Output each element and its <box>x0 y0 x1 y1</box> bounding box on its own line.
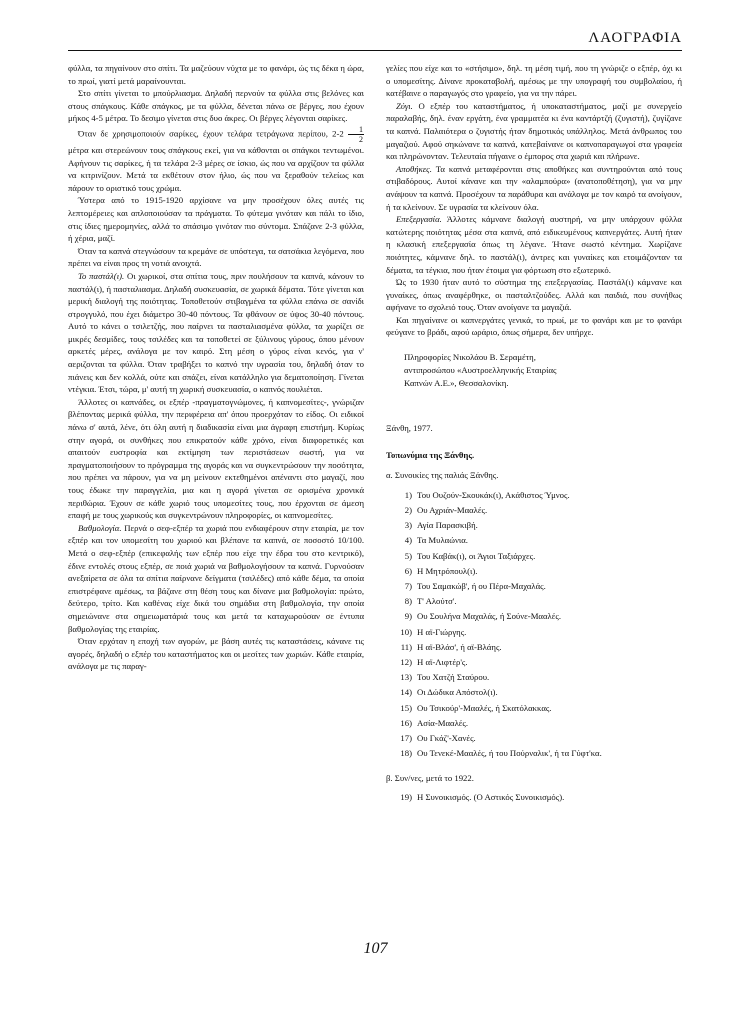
list-item <box>396 579 682 594</box>
text-span: Περνά ο σεφ-εξπέρ τα χωριά που ενδιαφέρουν στην εταιρία, με τον εξπέρ και τον υπομεσίτη του χωριού και βλέπανε τα καπνά, σε ποσοστό 10/100. Μετά ο σεφ-εξπέρ (επικεφαλής των εξπέρ που είχε την έδρα του στο κεντρικό), έδινε εντολές στους εξπέρ, σε ποιά χωριά να βαθμολογήσουν τα καπνά. Γυρνούσαν ανεξαίρετα σε όλα τα σπίτια παίρνανε δείγματα (τσιλέδες) από κάθε δέμα, τα οποία επιστρέφανε αμέσως, τα βάζανε στη θέση τους και δίνανε μια βαθμολογία: πρώτο, δεύτερο, τρίτο. Και καθένας είχε δικά του σημάδια στη βαθμολογία, την οποία σημειώνανε στα σημειωματάριά τους και μετά τα καταχωρούσαν σε έντυπα βαθμολογίας της εταιρίας. <box>68 522 364 634</box>
item-number: 19) <box>400 792 412 803</box>
item-text: Αγία Παρασκιβή. <box>417 520 478 531</box>
text-span: Άλλοτες κάμνανε διαλογή αυστηρή, να μην υπάρχουν φύλλα κατώτερης ποιότητας μέσα στα καπνά, από ειδικευμένους καπνεργάτες. Αυτή ήταν η κλασική επεξεργασία όπως τη λέγανε. Ήτανε σωστό κέντημα. Χωρίζανε ποιότητες, κάμνανε δηλ. το παστάλ(ι), άντρες και γυναίκες και ετοιμάζονταν τα δέματα, τα τέγκια, που ήταν έτοιμα για φόρτωση στο εξωτερικό. <box>386 214 682 275</box>
place-name-list-a <box>386 488 682 762</box>
item-text: Του Χατζή Σταύρου. <box>417 672 490 683</box>
item-text: Ου Γκάζ'-Χανές. <box>417 733 476 744</box>
item-text: Η αϊ-Γιώργης. <box>417 626 467 637</box>
item-number: 16) <box>400 717 412 728</box>
item-text: Του Καβάκ(ι), οι Άγιοι Ταξιάρχες. <box>417 550 536 561</box>
list-item <box>396 670 682 685</box>
list-item <box>396 518 682 533</box>
item-text: Του Σαμακώβ', ή ου Πέρα-Μαχαλάς. <box>417 581 546 592</box>
term: Βαθμολογία. <box>78 522 122 533</box>
paragraph: Όταν τα καπνά στεγνώσουν τα κρεμάνε σε υπόστεγα, τα σατσάκια λεγόμενα, που πρέπει να είναι προς τη νοτιά ανοιχτά. <box>68 245 364 269</box>
item-number: 17) <box>400 733 412 744</box>
item-text: Τα Μυλαώνια. <box>417 535 468 546</box>
item-number: 4) <box>404 535 412 546</box>
paragraph: Άλλοτες οι καπνάδες, οι εξπέρ -πραγματογνώμονες, ή καπνομεσίτες-, γνώριζαν βλέποντας μερικά φύλλα, την περιφέρεια απ' όπου προερχόταν το είδος. Οι ειδικοί πάνω σ' αυτά, λένε, ότι όλη αυτή η διαδικασία είναι μια άγραφη επιστήμη. Κυρίως στην αγορά, οι συνθήκες που επικρατούν κάθε χρόνο, είναι διαφορετικές και απαιτούν ευστροφία και εκτίμηση των περιστάσεων σωστή, για να πραγματοποιήσουν το πρόγραμμα της αγοράς και να συγκεντρώσουν την ποσότητα, που πρέπει να πάρουν, για να μη μείνουν εκτεθημένοι απέναντι στο μαγαζί, που τους έδωκε την παραγγελία, μια και η αγορά γίνεται σε ορισμένα χρονικά περιθώρια. Έχουν σε κάθε χωριό τους υπομεσίτες τους, που έρχονται σε άμεση επαφή με τους χωρικούς και συγκεντρώνουν πληροφορίες, οι καπνομεσίτες. <box>68 396 364 521</box>
list-item <box>396 640 682 655</box>
item-number: 9) <box>404 611 412 622</box>
paragraph: Και πηγαίνανε οι καπνεργάτες γενικά, το πρωί, με το φανάρι και με το φανάρι φεύγανε το βράδι, αφού ωράριο, όπως σήμερα, δεν υπήρχε. <box>386 314 682 338</box>
item-text: Ου Σουλήνα Μαχαλάς, ή Σούνε-Μααλές. <box>417 611 562 622</box>
paragraph: γελίες που είχε και το «στήσιμο», δηλ. τη μέση τιμή, που τη γνώριζε ο εξπέρ, όχι κι ο υπομεσίτης. Δίνανε προκαταβολή, αμέσως με την υπογραφή του συμβολαίου, ή κατέβαινε ο παραγωγός στο γραφείο, για να την πάρει. <box>386 63 682 99</box>
item-text: Η Μητρόπουλ(ι). <box>417 565 478 576</box>
term: Το παστάλ(ι). <box>78 270 125 281</box>
text-span: Ο εξπέρ του καταστήματος, ή υποκαταστήματος, μαζί με συνεργείο παραλαβής, δηλ. έναν εργάτη, ένα γραμματέα κι ένα καντάρτζή (ζυγιστή), ζυγίζανε τα καπνά. Παλαιότερα ο ζυγιστής ήταν δημοτικός υπάλληλος. Μετά άνθρωπος του μαγαζιού. Αφού σηκώνανε τα καπνά, κατεβαίνανε οι καπνοπαραγωγοί στα γραφεία και πληρώνονταν. Τελευταία πήγαινε ο έμπορος στα χωριά και πλήρωνε. <box>386 100 683 162</box>
paragraph <box>68 270 364 396</box>
item-number: 5) <box>404 550 412 561</box>
item-number: 2) <box>404 505 412 516</box>
place-name-list-b <box>386 790 682 805</box>
left-column <box>68 62 364 673</box>
list-item <box>396 701 682 716</box>
list-item <box>396 549 682 564</box>
text-span: Τα καπνά μεταφέρονται στις αποθήκες και συντηρούνται από τους στιβαδόρους. Αυτοί κάνανε και την «αλαμπούρα» (ανατοποθέτηση), για να μην ανάψουν τα καπνά. Προσέχουν τα παράθυρα και ανάλογα με τον καιρό τα ανοίγουν, ή τα κλείνουν. Σε υγρασία τα κλείνουν όλα. <box>386 163 683 212</box>
list-b-label: β. Συν/νες, μετά το 1922. <box>386 772 474 783</box>
item-text: Η αϊ-Λιφτέρ'ς. <box>417 657 468 668</box>
item-number: 14) <box>400 687 412 698</box>
item-number: 6) <box>404 565 412 576</box>
paragraph <box>386 100 682 163</box>
item-text: Οι Δώδικα Απόστολ(ι). <box>417 687 498 698</box>
item-number: 18) <box>400 748 412 759</box>
list-item <box>396 564 682 579</box>
item-text: Του Ουζούν-Σκουκάκ(ι), Ακάθιστος Ύμνος. <box>417 489 570 500</box>
attribution-line: αντιπροσώπου «Αυστροελληνικής Εταιρίας <box>404 365 557 376</box>
attribution-line: Καπνών Α.Ε.», Θεσσαλονίκη. <box>404 378 509 389</box>
item-text: Τ' Αλούτσ'. <box>417 596 457 607</box>
source-attribution <box>386 351 682 390</box>
item-number: 1) <box>404 489 412 500</box>
list-item <box>396 488 682 503</box>
list-item <box>396 731 682 746</box>
list-item <box>396 746 682 761</box>
paragraph-with-fraction <box>68 125 364 194</box>
list-item <box>396 594 682 609</box>
fraction-numerator: 1 <box>348 125 364 135</box>
item-number: 7) <box>404 581 412 592</box>
header-rule <box>68 50 682 51</box>
paragraph: Όταν ερχόταν η εποχή των αγορών, με βάση αυτές τις καταστάσεις, κάνανε τις αγορές, δηλαδή ο εξπέρ του καταστήματος και οι μεσίτες των χωριών. Κάθε εταιρία, ανάλογα με τις παραγ- <box>68 636 364 672</box>
term: Επεξεργασία. <box>396 214 442 225</box>
term: Αποθήκες. <box>396 163 432 174</box>
item-text: Ου Αχριάν-Μααλές. <box>417 505 488 516</box>
item-number: 10) <box>400 626 412 637</box>
paragraph: Ώς το 1930 ήταν αυτό το σύστημα της επεξεργασίας. Παστάλ(ι) κάμνανε και γυναίκες, όπως αναφέρθηκε, οι πασταλτζούδες. Αλλά και παιδιά, που συνήθως αφήνανε το σχολειό τους. Όταν ανοίγανε τα μαγαζιά. <box>386 277 682 313</box>
item-number: 12) <box>400 657 412 668</box>
text-span: μέτρα και στερεώνουν τους σπάγκους εκεί, για να κάθονται οι σπάγκοι τεντωμένοι. Αφήνουν τις σαρίκες, ή τα τελάρα 2-3 μέρες σε ίσκιο, ώς που να αρχίζουν τα φύλλα να κιτρινίζουν. Μετά τα εκθέτουν στον ήλιο, ώς που να ξεραθούν τελείως και πάρουν το οριστικό τους χρώμα. <box>68 144 364 193</box>
page-number: 107 <box>363 940 388 957</box>
paragraph: φύλλα, τα πηγαίνουν στο σπίτι. Τα μαζεύουν νύχτα με το φανάρι, ώς τις δέκα η ώρα, το πρωί, γιατί μετά μαραίνουνται. <box>68 63 364 86</box>
list-item <box>396 716 682 731</box>
section-title: Τοπωνύμια της Ξάνθης. <box>386 449 475 460</box>
item-number: 13) <box>400 672 412 683</box>
list-item <box>396 503 682 518</box>
item-number: 11) <box>400 641 412 652</box>
item-number: 15) <box>400 702 412 713</box>
paragraph <box>386 163 682 213</box>
item-text: Ου Τσικούρ'-Μααλές, ή Σκατόλακκας. <box>417 702 552 713</box>
item-text: Ου Τενεκέ-Μααλές, ή του Πούρναλικ', ή τα Γύφτ'κα. <box>417 748 602 759</box>
list-item <box>396 609 682 624</box>
list-item <box>396 790 682 805</box>
term: Ζύγι. <box>396 100 413 111</box>
list-item <box>396 685 682 700</box>
right-column <box>386 62 682 805</box>
text-span: Όταν δε χρησιμοποιούν σαρίκες, έχουν τελάρα τετράγωνα περίπου, 2-2 <box>78 128 344 139</box>
fraction <box>348 125 364 144</box>
place-date: Ξάνθη, 1977. <box>386 423 433 434</box>
item-text: Η αϊ-Βλάσ', ή αϊ-Βλάης. <box>417 641 502 652</box>
list-item <box>396 625 682 640</box>
paragraph <box>68 522 364 635</box>
paragraph: Ύστερα από το 1915-1920 αρχίσανε να μην προσέχουν όλες αυτές τις λεπτομέρειες και απλοποιούσαν τα πράγματα. Το φύτεμα γινόταν και πάλι το ίδιο, στις ίδιες ημερομηνίες, αλλά το σπάσιμο γινόταν πιο σύντομα. Σπάζανε 2-3 φύλλα, ή χέρια, μαζί. <box>68 195 364 244</box>
item-number: 8) <box>404 596 412 607</box>
attribution-line: Πληροφορίες Νικολάου Β. Σεραμέτη, <box>404 352 536 363</box>
item-text: Ασία-Μααλές. <box>417 717 469 728</box>
text-span: Οι χωρικοί, στα σπίτια τους, πριν πουλήσουν τα καπνά, κάνουν το παστάλ(ι), ή πασταλιασμα. Δηλαδή συσκευασία, σε χωρικά δέματα. Τότε γίνεται και μερική διαλογή της ποιότητας. Τοποθετούν στιβαγμένα τα φύλλα επάνω σε σανίδι στρογγυλό, που έχει διάμετρο 30-40 πόντους. Τα φθάνουν σε ύψος 30-40 πόντους. Αυτό το κάνει ο τσιλετζής, που παίρνει τα πασταλιασμένα φύλλα, τα χωρίζει σε μικρές δεσμίδες, τους τσιλέδες και τα τοποθετεί σε ξύλινους γύρους, όπου μένουν αρκετές μέρες, ανάλογα με τον καιρό. Στη μέση ο γύρος είναι κενός, για ν' αεριζονται τα φύλλα. Όταν τραβήξει το καπνό την υγρασία του, δηλαδή όταν το πιάνεις και δεν κολλά, ούτε και σπάζει, είναι κατάλληλο για δεματοποίηση. Γίνεται ντέγκια. Έτσι, τώρα, μ' αυτή τη χωρική συσκευασία, ο καπνός πουλιέται. <box>68 270 364 395</box>
list-item <box>396 533 682 548</box>
item-number: 3) <box>404 520 412 531</box>
paragraph <box>386 213 682 276</box>
running-header: ΛΑΟΓΡΑΦΙΑ <box>588 30 682 46</box>
list-item <box>396 655 682 670</box>
item-text: Η Συνοικισμός. (Ο Αστικός Συνοικισμός). <box>417 792 565 803</box>
list-a-label: α. Συνοικίες της παλιάς Ξάνθης. <box>386 470 499 481</box>
fraction-denominator: 2 <box>359 134 363 144</box>
paragraph: Στο σπίτι γίνεται το μπούρλιασμα. Δηλαδή περνούν τα φύλλα στις βελόνες και στους σπάγκους. Κάθε σπάγκος, με τα φύλλα, δένεται πάνω σε βέργες, που έχουν μήκος 4-5 μέτρα. Το δεσιμο γίνεται στις δυο άκρες. Οι βέργες λέγονται σαρίκες. <box>68 88 364 124</box>
